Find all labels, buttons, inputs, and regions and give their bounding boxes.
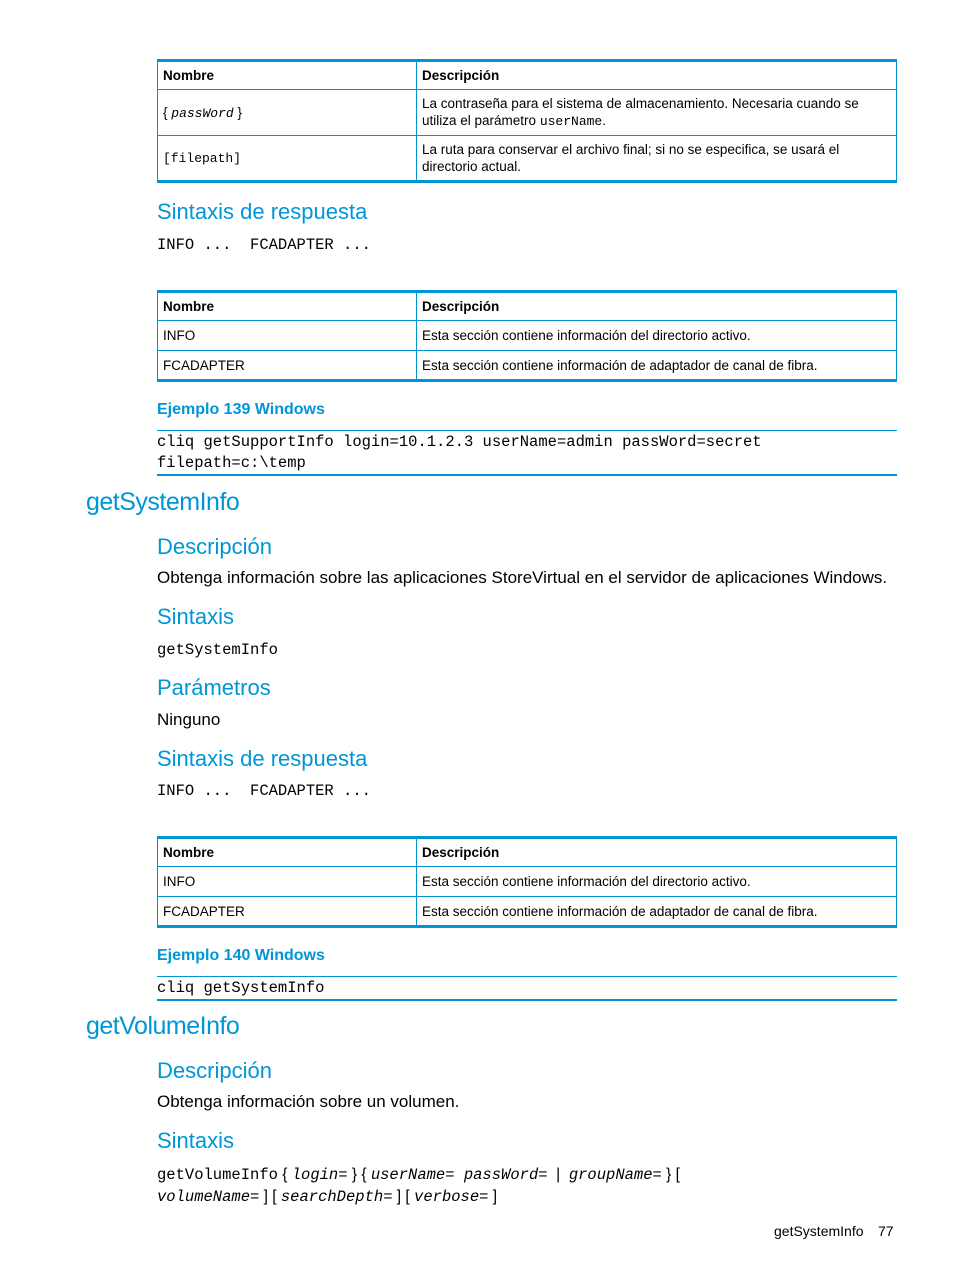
syntax-code: getSystemInfo — [157, 641, 278, 659]
example-box — [157, 430, 897, 476]
table-row — [158, 90, 897, 136]
page-section-title: getSystemInfo — [86, 488, 240, 516]
col-header-name: Nombre — [158, 292, 417, 321]
table-cell: INFO — [158, 321, 417, 351]
table-row — [158, 867, 897, 897]
section-heading: Parámetros — [157, 675, 271, 700]
parameters-table — [157, 59, 897, 183]
example-code-line: filepath=c:\temp — [157, 454, 306, 472]
example-box — [157, 976, 897, 1001]
section-heading: Sintaxis — [157, 1128, 235, 1153]
example-title: Ejemplo 140 Windows — [157, 947, 325, 964]
col-header-description: Descripción — [417, 838, 897, 867]
param-name-cell: [filepath] — [158, 136, 417, 182]
table-cell: INFO — [158, 867, 417, 897]
section-heading: Sintaxis — [157, 604, 235, 629]
table-row — [158, 321, 897, 351]
table-cell: Esta sección contiene información del directorio activo. — [417, 321, 897, 351]
volume-syntax: getVolumeInfo { login= } { userName= passWord= | groupName= } [ volumeName= ] [ searchDepth= ] [ verbose= ] — [157, 1166, 680, 1206]
section-heading: Sintaxis de respuesta — [157, 199, 368, 224]
table-header-row — [158, 838, 897, 867]
example-title: Ejemplo 139 Windows — [157, 401, 325, 418]
table-cell: Esta sección contiene información del directorio activo. — [417, 867, 897, 897]
col-header-description: Descripción — [417, 292, 897, 321]
description-text: Obtenga información sobre las aplicaciones StoreVirtual en el servidor de aplicaciones Windows. — [157, 568, 888, 587]
param-name-cell: { passWord } — [158, 90, 417, 136]
parameters-text: Ninguno — [157, 710, 221, 729]
section-heading: Descripción — [157, 1058, 272, 1083]
footer-label: getSystemInfo — [774, 1223, 864, 1239]
page-number: 77 — [878, 1223, 894, 1239]
table-cell: Esta sección contiene información de adaptador de canal de fibra. — [417, 897, 897, 927]
description-text: Obtenga información sobre un volumen. — [157, 1092, 460, 1111]
table-row — [158, 136, 897, 182]
table-header-row — [158, 292, 897, 321]
param-desc-cell: La contraseña para el sistema de almacenamiento. Necesaria cuando se utiliza el parámetro userName. — [417, 90, 897, 136]
response-syntax-code: INFO ... FCADAPTER ... — [157, 236, 371, 254]
table-cell: FCADAPTER — [158, 897, 417, 927]
example-code-line: cliq getSupportInfo login=10.1.2.3 userName=admin passWord=secret — [157, 433, 762, 451]
section-heading: Sintaxis de respuesta — [157, 746, 368, 771]
response-table — [157, 290, 897, 382]
param-name: passWord — [171, 105, 234, 121]
col-header-name: Nombre — [158, 838, 417, 867]
table-cell: FCADAPTER — [158, 351, 417, 381]
response-syntax-code: INFO ... FCADAPTER ... — [157, 782, 371, 800]
table-row — [158, 351, 897, 381]
section-heading: Descripción — [157, 534, 272, 559]
col-header-description: Descripción — [417, 61, 897, 90]
page-section-title: getVolumeInfo — [86, 1012, 240, 1040]
table-cell: Esta sección contiene información de adaptador de canal de fibra. — [417, 351, 897, 381]
example-code-line: cliq getSystemInfo — [157, 979, 325, 997]
param-desc-cell: La ruta para conservar el archivo final; si no se especifica, se usará el directorio actual. — [417, 136, 897, 182]
response-table — [157, 836, 897, 928]
col-header-name: Nombre — [158, 61, 417, 90]
table-row — [158, 897, 897, 927]
table-header-row — [158, 61, 897, 90]
